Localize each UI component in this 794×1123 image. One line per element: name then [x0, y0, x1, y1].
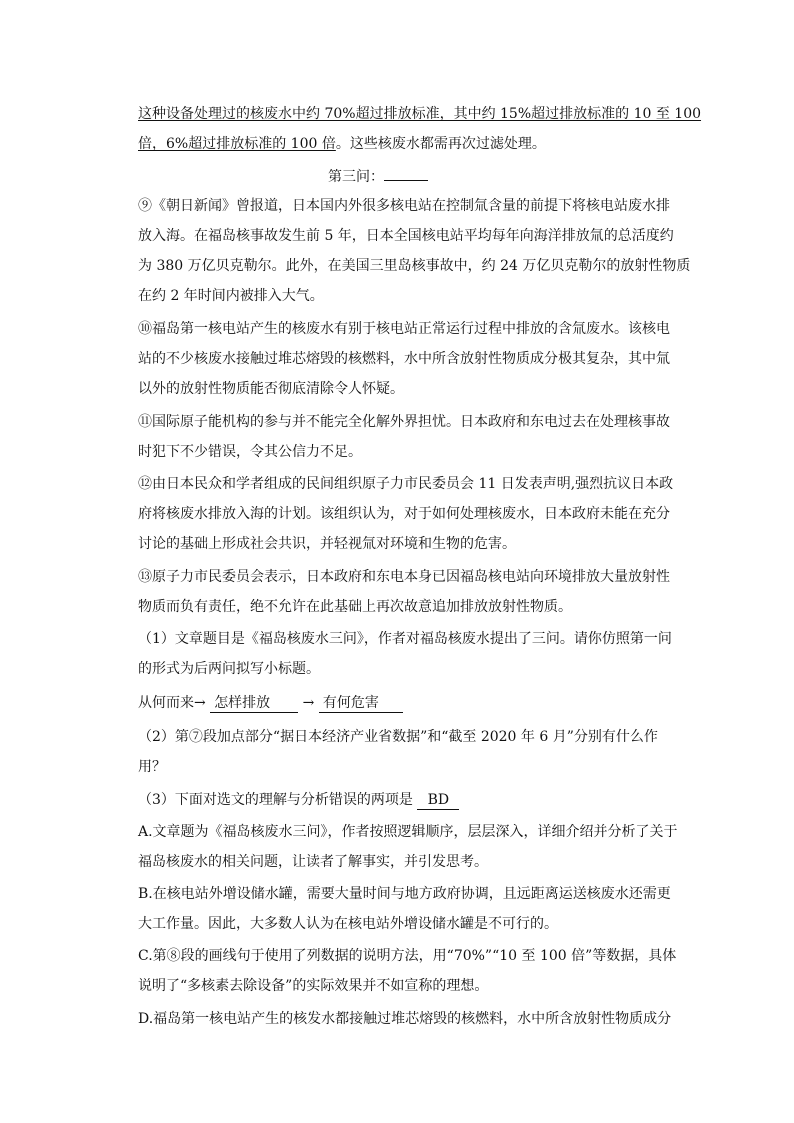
- paragraph-9-line-1: ⑨《朝日新闻》曾报道，日本国内外很多核电站在控制氚含量的前提下将核电站废水排: [138, 198, 670, 214]
- paragraph-10-line-1: ⑩福岛第一核电站产生的核废水有别于核电站正常运行过程中排放的含氚废水。该核电: [138, 321, 670, 337]
- option-b-line-1: B.在核电站外增设储水罐，需要大量时间与地方政府协调，且远距离运送核废水还需更: [138, 886, 671, 902]
- section-3-blank[interactable]: [384, 164, 428, 181]
- option-c-line-1: C.第⑧段的画线句于使用了列数据的说明方法，用“70%”“10 至 100 倍”等数据，具体: [138, 948, 677, 964]
- underlined-sentence: 倍，6%超过排放标准的 100 倍: [138, 136, 336, 152]
- section-3-label: 第三问：: [328, 169, 384, 185]
- paragraph-11-line-1: ⑪国际原子能机构的参与并不能完全化解外界担忧。日本政府和东电过去在处理核事故: [138, 414, 670, 430]
- paragraph-9-line-2: 放入海。在福岛核事故发生前 5 年，日本全国核电站平均每年向海洋排放氚的总活度约: [138, 228, 674, 244]
- paragraph-12-line-1: ⑫由日本民众和学者组成的民间组织原子力市民委员会 11 日发表声明,强烈抗议日本政: [138, 476, 674, 492]
- option-d-line-1: D.福岛第一核电站产生的核发水都接触过堆芯熔毁的核燃料，水中所含放射性物质成分: [138, 1011, 672, 1027]
- question-1-line-1: （1）文章题目是《福岛核废水三问》，作者对福岛核废水提出了三问。请你仿照第一问: [138, 631, 672, 647]
- paragraph-9-line-4: 在约 2 年时间内被排入大气。: [138, 288, 324, 304]
- option-c-line-2: 说明了“多核素去除设备”的实际效果并不如宣称的理想。: [138, 978, 489, 994]
- paragraph-8-tail-line-2: [138, 134, 678, 154]
- section-3-heading: [328, 164, 528, 187]
- underlined-sentence: 这种设备处理过的核废水中约 70%超过排放标准，其中约 15%超过排放标准的 10 至 100: [138, 106, 702, 122]
- paragraph-13-line-2: 物质而负有责任，绝不允许在此基础上再次故意追加排放放射性物质。: [138, 599, 572, 615]
- question-1-line-2: 的形式为后两问拟写小标题。: [138, 661, 320, 677]
- question-2-line-2: 用？: [138, 759, 166, 775]
- question-3-text: （3）下面对选文的理解与分析错误的两项是: [138, 792, 413, 808]
- option-a-line-1: A.文章题为《福岛核废水三问》，作者按照逻辑顺序，层层深入，详细介绍并分析了关于: [138, 824, 678, 840]
- paragraph-11-line-2: 时犯下不少错误，令其公信力不足。: [138, 444, 362, 460]
- question-1-answer: [138, 693, 678, 713]
- paragraph-12-line-2: 府将核废水排放入海的计划。该组织认为，对于如何处理核废水，日本政府未能在充分: [138, 506, 670, 522]
- paragraph-text: 。这些核废水都需再次过滤处理。: [335, 136, 546, 152]
- paragraph-10-line-3: 以外的放射性物质能否彻底清除令人怀疑。: [138, 381, 404, 397]
- paragraph-10-line-2: 站的不少核废水接触过堆芯熔毁的核燃料，水中所含放射性物质成分极其复杂，其中氚: [138, 351, 670, 367]
- question-3-answer-blank[interactable]: BD: [417, 791, 459, 810]
- answer-blank-a[interactable]: 怎样排放: [210, 694, 298, 713]
- paragraph-9-line-3: 为 380 万亿贝克勒尔。此外，在美国三里岛核事故中，约 24 万亿贝克勒尔的放射性物质: [138, 258, 691, 274]
- paragraph-8-tail-line-1: [138, 104, 702, 124]
- answer-prefix: 从何而来→: [138, 695, 206, 711]
- question-2-line-1: （2）第⑦段加点部分“据日本经济产业省数据”和“截至 2020 年 6 月”分别有什么作: [138, 729, 658, 745]
- paragraph-12-line-3: 讨论的基础上形成社会共识，并轻视氚对环境和生物的危害。: [138, 536, 516, 552]
- option-a-line-2: 福岛核废水的相关问题，让读者了解事实，并引发思考。: [138, 854, 488, 870]
- paragraph-13-line-1: ⑬原子力市民委员会表示，日本政府和东电本身已因福岛核电站向环境排放大量放射性: [138, 569, 670, 585]
- answer-arrow: →: [302, 695, 315, 711]
- question-3-line: [138, 790, 678, 810]
- option-b-line-2: 大工作量。因此，大多数人认为在核电站外增设储水罐是不可行的。: [138, 916, 558, 932]
- answer-blank-b[interactable]: 有何危害: [319, 694, 403, 713]
